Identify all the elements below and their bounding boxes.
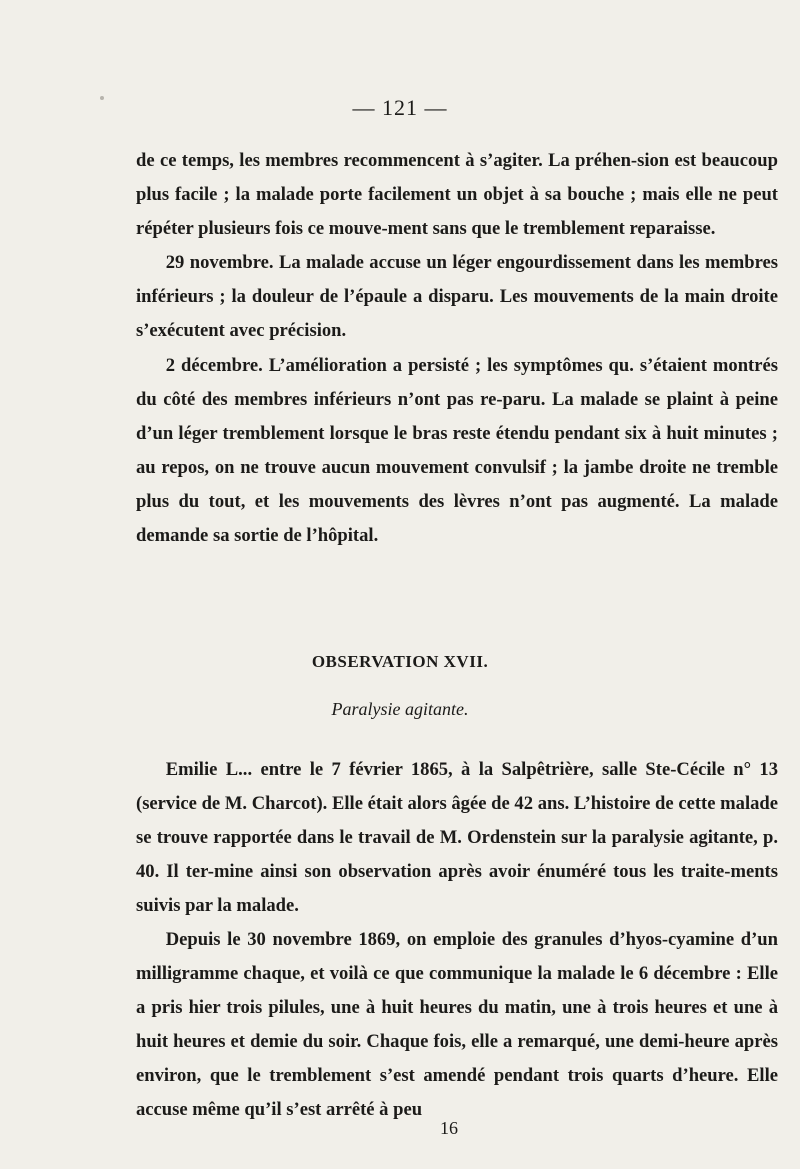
signature-mark: 16 <box>440 1118 458 1138</box>
paragraph-2: 29 novembre. La malade accuse un léger engourdissement dans les membres inférieurs ; la douleur de l’épaule a disparu. Les mouvements de la main droite s’exécutent avec précision. <box>136 252 778 342</box>
paragraph-1: de ce temps, les membres recommencent à s’agiter. La préhen-sion est beaucoup plus facile ; la malade porte facilement un objet à sa bouche ; mais elle ne peut répéter plusieurs fois ce mouve-ment sans que le tremblement reparaisse. <box>136 150 778 240</box>
observation-subtitle: Paralysie agitante. <box>331 699 469 719</box>
body-section-2 <box>136 753 778 1127</box>
body-section-1 <box>136 144 778 553</box>
observation-title: OBSERVATION XVII. <box>311 652 489 671</box>
paragraph-3: 2 décembre. L’amélioration a persisté ; les symptômes qu. s’étaient montrés du côté des membres inférieurs n’ont pas re-paru. La malade se plaint à peine d’un léger tremblement lorsque le bras reste étendu pendant six à huit minutes ; au repos, on ne trouve aucun mouvement convulsif ; la jambe droite ne tremble plus du tout, et les mouvements des lèvres n’ont pas augmenté. La malade demande sa sortie de l’hôpital. <box>136 354 778 547</box>
page-header: — 121 — <box>352 95 448 120</box>
paragraph-5: Depuis le 30 novembre 1869, on emploie des granules d’hyos-cyamine d’un milligramme chaque, et voilà ce que communique la malade le 6 décembre : Elle a pris hier trois pilules, une à huit heures du matin, une à trois heures et une à huit heures et demie du soir. Chaque fois, elle a remarqué, une demi-heure après environ, que le tremblement s’est amendé pendant trois quarts d’heure. Elle accuse même qu’il s’est arrêté à peu <box>136 929 778 1120</box>
paragraph-4: Emilie L... entre le 7 février 1865, à la Salpêtrière, salle Ste-Cécile n° 13 (service de M. Charcot). Elle était alors âgée de 42 ans. L’histoire de cette malade se trouve rapportée dans le travail de M. Ordenstein sur la paralysie agitante, p. 40. Il ter-mine ainsi son observation après avoir énuméré tous les traite-ments suivis par la malade. <box>136 759 778 916</box>
